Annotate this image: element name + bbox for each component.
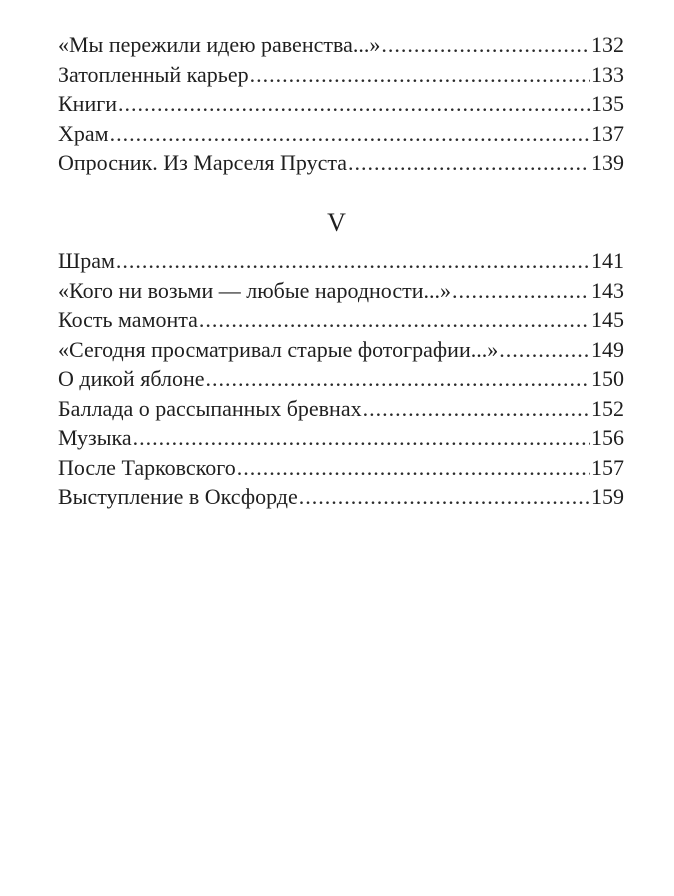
toc-entry-title: Музыка xyxy=(58,425,132,450)
toc-entry-page: 145 xyxy=(591,307,624,332)
toc-entry xyxy=(58,394,624,424)
toc-entry-title: Кость мамонта xyxy=(58,307,198,332)
toc-entry xyxy=(58,148,624,178)
toc-entry-page: 150 xyxy=(591,366,624,391)
toc-entry xyxy=(58,276,624,306)
toc-entry-title: Баллада о рассыпанных бревнах xyxy=(58,395,362,421)
dot-leader xyxy=(237,453,590,483)
dot-leader xyxy=(250,60,590,90)
toc-entry-title: «Кого ни возьми — любые народности...» xyxy=(58,277,451,303)
toc-entry xyxy=(58,119,624,149)
toc-entry xyxy=(58,335,624,365)
toc-entry-title: Опросник. Из Марселя Пруста xyxy=(58,150,348,175)
toc-entry-title: «Сегодня просматривал старые фотографии...» xyxy=(58,336,499,362)
dot-leader xyxy=(363,394,590,424)
toc-entry xyxy=(58,453,624,483)
toc-entry-page: 139 xyxy=(591,150,624,175)
dot-leader xyxy=(116,246,590,276)
toc-entry-page: 141 xyxy=(591,248,624,273)
toc-entry-title: Шрам xyxy=(58,248,115,273)
toc-entry xyxy=(58,423,624,453)
dot-leader xyxy=(499,335,590,365)
toc-entry-title: О дикой яблоне xyxy=(58,366,205,391)
toc-entry xyxy=(58,246,624,276)
dot-leader xyxy=(452,276,590,306)
toc-entry-title: «Мы пережили идею равенства...» xyxy=(58,32,381,57)
toc-entry-title: Выступление в Оксфорде xyxy=(58,484,298,509)
dot-leader xyxy=(381,30,590,60)
dot-leader xyxy=(133,423,590,453)
dot-leader xyxy=(118,89,590,119)
toc-entry xyxy=(58,30,624,60)
toc-entry-page: 157 xyxy=(591,454,624,480)
dot-leader xyxy=(299,482,590,512)
toc-entry-page: 143 xyxy=(591,277,624,303)
toc-entry xyxy=(58,305,624,335)
toc-entry xyxy=(58,364,624,394)
dot-leader xyxy=(205,364,590,394)
toc-entry-page: 135 xyxy=(591,91,624,116)
toc-entry-title: Храм xyxy=(58,120,109,146)
toc-entry-title: Книги xyxy=(58,91,118,116)
toc-entry-page: 156 xyxy=(591,425,624,450)
toc-entry-title: После Тарковского xyxy=(58,454,236,480)
toc-entry xyxy=(58,60,624,90)
toc-entry-page: 132 xyxy=(591,32,624,57)
section-heading: V xyxy=(327,208,347,237)
dot-leader xyxy=(348,148,590,178)
toc-list-section-v xyxy=(58,246,624,512)
toc-list-top xyxy=(58,30,624,178)
dot-leader xyxy=(110,119,590,149)
toc-entry-page: 133 xyxy=(591,61,624,87)
dot-leader xyxy=(199,305,590,335)
toc-entry-page: 149 xyxy=(591,336,624,362)
toc-entry xyxy=(58,89,624,119)
toc-entry xyxy=(58,482,624,512)
toc-entry-page: 159 xyxy=(591,484,624,509)
toc-entry-page: 137 xyxy=(591,120,624,146)
toc-entry-title: Затопленный карьер xyxy=(58,61,249,87)
toc-entry-page: 152 xyxy=(591,395,624,421)
